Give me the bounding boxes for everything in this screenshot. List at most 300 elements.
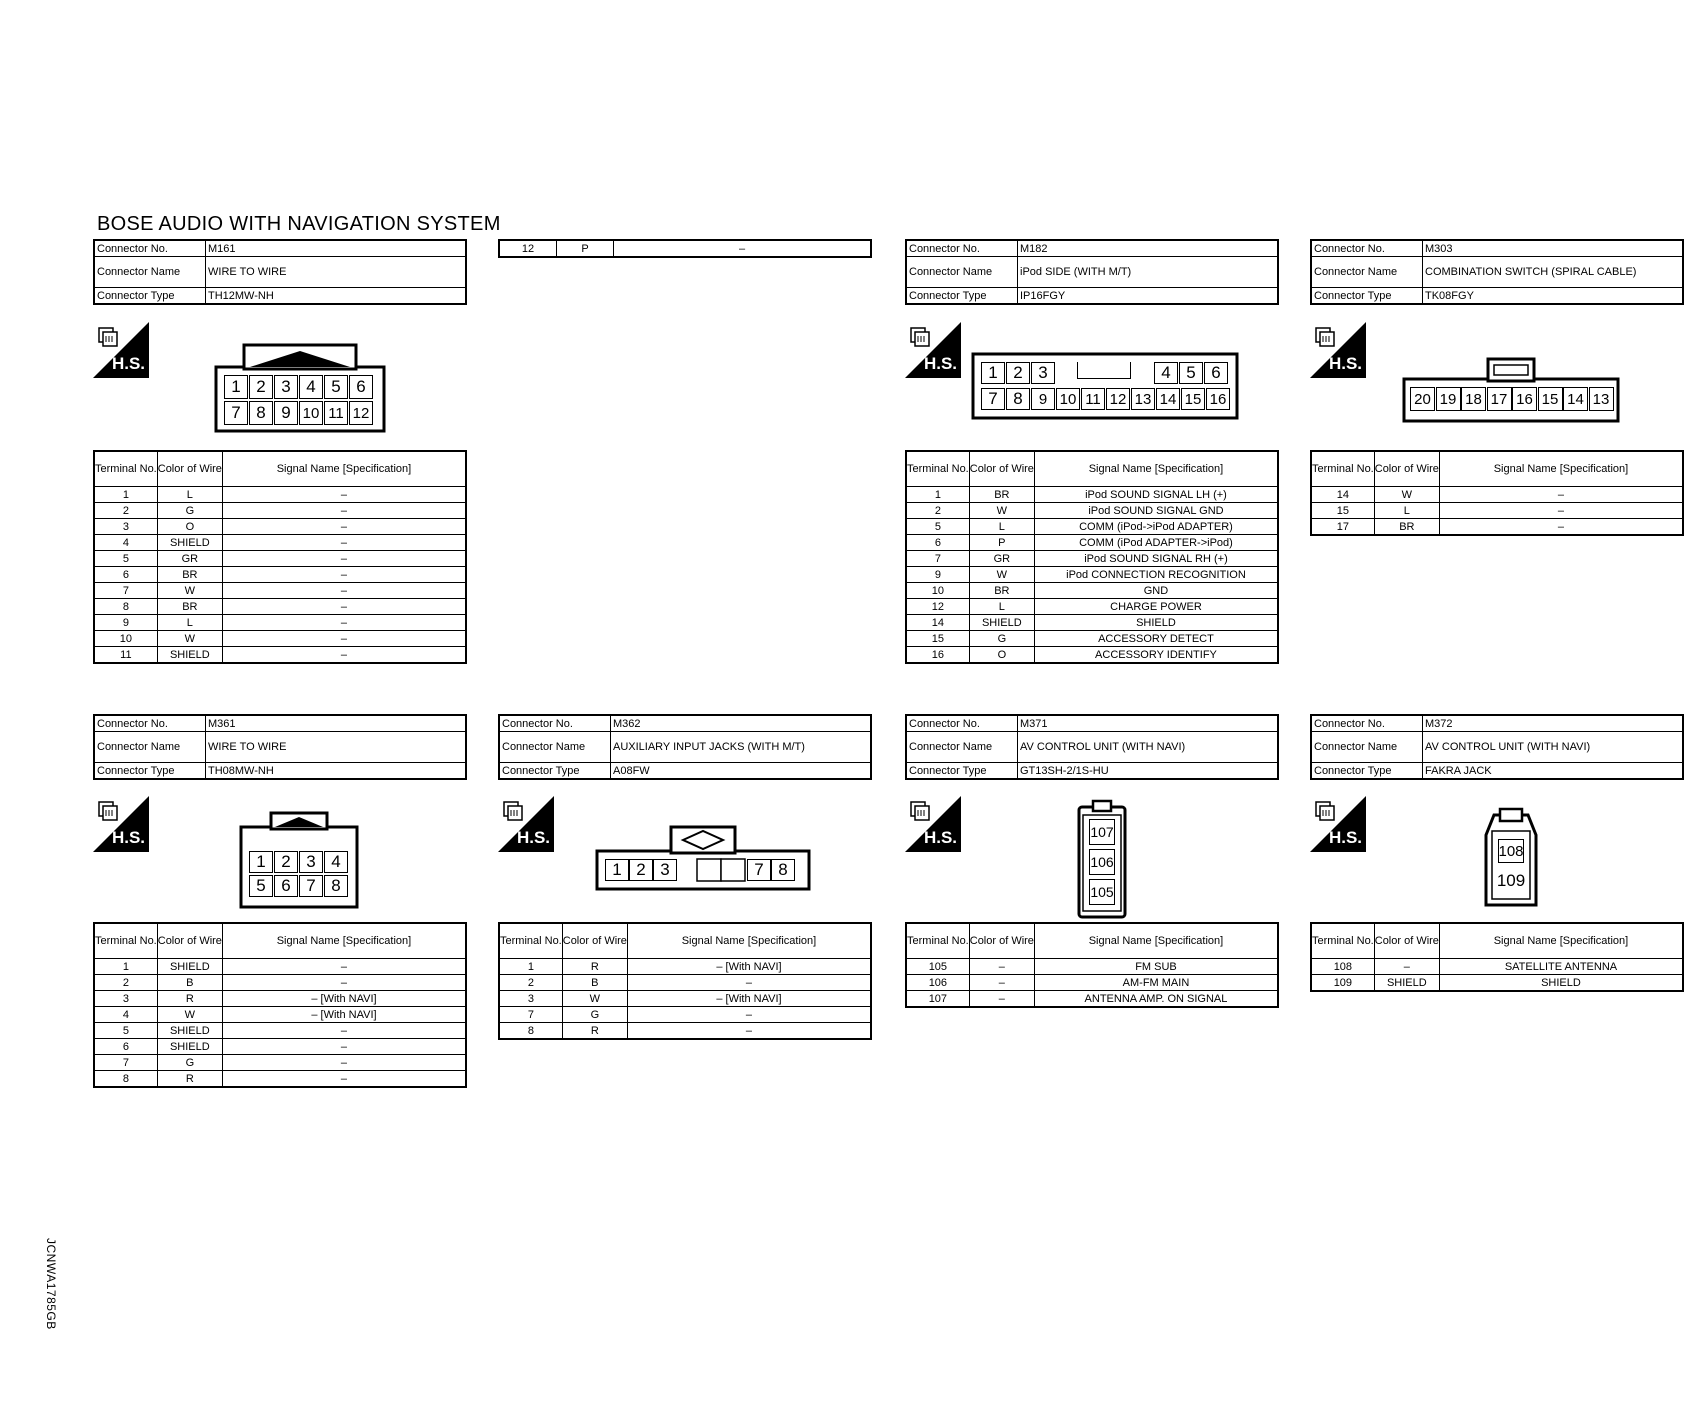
terminal-no: 8 xyxy=(499,1023,562,1040)
connector-no-label: Connector No. xyxy=(499,715,611,732)
terminal-no: 1 xyxy=(499,959,562,975)
terminal-no: 109 xyxy=(1311,975,1374,992)
signal-name: – xyxy=(1439,519,1683,536)
connector-pin: 7 xyxy=(299,875,323,897)
terminal-no: 7 xyxy=(94,583,157,599)
hs-label: H.S. xyxy=(923,354,957,373)
table-row xyxy=(499,975,871,991)
wire-color: SHIELD xyxy=(157,535,222,551)
terminal-no: 105 xyxy=(906,959,969,975)
wire-color: – xyxy=(969,975,1034,991)
terminal-no: 1 xyxy=(94,487,157,503)
connector-type-label: Connector Type xyxy=(906,288,1018,305)
wire-color: SHIELD xyxy=(157,1039,222,1055)
signal-name-header: Signal Name [Specification] xyxy=(627,923,871,959)
connector-type-value: TK08FGY xyxy=(1423,288,1684,305)
signal-name: – xyxy=(614,240,872,257)
terminal-no: 8 xyxy=(94,1071,157,1088)
terminal-no: 4 xyxy=(94,1007,157,1023)
terminal-no-header: Terminal No. xyxy=(1311,451,1374,487)
terminal-no: 2 xyxy=(94,975,157,991)
signal-name-header: Signal Name [Specification] xyxy=(222,451,466,487)
signal-name: – xyxy=(222,975,466,991)
wire-color: SHIELD xyxy=(157,647,222,664)
connector-pin: 15 xyxy=(1538,387,1563,411)
connector-pin: 4 xyxy=(324,851,348,873)
connector-pin: 16 xyxy=(1206,388,1230,410)
signal-name: ACCESSORY DETECT xyxy=(1034,631,1278,647)
signal-name: – xyxy=(222,647,466,664)
table-row xyxy=(94,615,466,631)
table-row xyxy=(906,615,1278,631)
connector-name-value: WIRE TO WIRE xyxy=(206,732,467,763)
table-row xyxy=(1311,975,1683,992)
terminal-no: 4 xyxy=(94,535,157,551)
wire-color: G xyxy=(157,503,222,519)
color-of-wire-header: Color of Wire xyxy=(1374,923,1439,959)
wire-color: W xyxy=(562,991,627,1007)
connector-no-value: M361 xyxy=(206,715,467,732)
connector-name-label: Connector Name xyxy=(94,257,206,288)
terminal-no: 7 xyxy=(94,1055,157,1071)
table-row xyxy=(1311,503,1683,519)
color-of-wire-header: Color of Wire xyxy=(969,451,1034,487)
connector-type-label: Connector Type xyxy=(1311,288,1423,305)
connector-type-value: TH08MW-NH xyxy=(206,763,467,780)
terminal-no-header: Terminal No. xyxy=(499,923,562,959)
wire-color: BR xyxy=(157,599,222,615)
connector-name-label: Connector Name xyxy=(499,732,611,763)
connector-pin: 105 xyxy=(1089,879,1115,905)
connector-name-value: WIRE TO WIRE xyxy=(206,257,467,288)
signal-name: – xyxy=(222,487,466,503)
connector-name-label: Connector Name xyxy=(906,257,1018,288)
wire-color: SHIELD xyxy=(1374,975,1439,992)
table-row xyxy=(94,583,466,599)
connector-type-value: GT13SH-2/1S-HU xyxy=(1018,763,1279,780)
terminal-no: 5 xyxy=(94,551,157,567)
terminal-no: 6 xyxy=(906,535,969,551)
connector-pin: 17 xyxy=(1487,387,1512,411)
connector-name-label: Connector Name xyxy=(1311,732,1423,763)
connector-pin: 8 xyxy=(249,401,273,425)
table-row xyxy=(906,599,1278,615)
table-row xyxy=(94,959,466,975)
connector-no-label: Connector No. xyxy=(1311,240,1423,257)
connector-pin: 18 xyxy=(1461,387,1486,411)
terminal-table xyxy=(1310,450,1684,536)
terminal-no: 3 xyxy=(94,519,157,535)
terminal-no-header: Terminal No. xyxy=(906,923,969,959)
wire-color: – xyxy=(969,991,1034,1008)
hs-label: H.S. xyxy=(1328,354,1362,373)
connector-pin: 109 xyxy=(1496,871,1526,890)
wire-color: W xyxy=(157,631,222,647)
table-row xyxy=(94,519,466,535)
terminal-no: 108 xyxy=(1311,959,1374,975)
signal-name-header: Signal Name [Specification] xyxy=(222,923,466,959)
signal-name: AM-FM MAIN xyxy=(1034,975,1278,991)
wire-color: R xyxy=(157,1071,222,1088)
connector-no-value: M372 xyxy=(1423,715,1684,732)
signal-name: COMM (iPod ADAPTER->iPod) xyxy=(1034,535,1278,551)
page-title: BOSE AUDIO WITH NAVIGATION SYSTEM xyxy=(97,213,501,235)
terminal-no: 2 xyxy=(906,503,969,519)
connector-pin: 1 xyxy=(981,362,1005,384)
connector-name-label: Connector Name xyxy=(94,732,206,763)
terminal-no-header: Terminal No. xyxy=(94,923,157,959)
wire-color: R xyxy=(562,959,627,975)
signal-name: iPod SOUND SIGNAL GND xyxy=(1034,503,1278,519)
signal-name: – xyxy=(222,519,466,535)
connector-no-value: M371 xyxy=(1018,715,1279,732)
connector-header xyxy=(93,239,467,305)
signal-name: – xyxy=(222,503,466,519)
connector-pin: 8 xyxy=(771,859,795,881)
connector-pin: 7 xyxy=(981,388,1005,410)
table-row xyxy=(94,567,466,583)
signal-name-header: Signal Name [Specification] xyxy=(1034,923,1278,959)
wire-color: B xyxy=(562,975,627,991)
table-row xyxy=(499,959,871,975)
connector-header xyxy=(1310,714,1684,780)
terminal-no: 9 xyxy=(906,567,969,583)
signal-name: – xyxy=(222,599,466,615)
connector-type-value: A08FW xyxy=(611,763,872,780)
terminal-no: 12 xyxy=(906,599,969,615)
wire-color: W xyxy=(157,1007,222,1023)
connector-pin: 5 xyxy=(249,875,273,897)
connector-name-label: Connector Name xyxy=(1311,257,1423,288)
harness-side-icon xyxy=(498,796,554,852)
table-row xyxy=(1311,519,1683,536)
connector-pin: 8 xyxy=(1006,388,1030,410)
connector-pin: 2 xyxy=(274,851,298,873)
signal-name: – xyxy=(222,1023,466,1039)
terminal-no: 106 xyxy=(906,975,969,991)
connector-pin: 106 xyxy=(1089,849,1115,875)
connector-pin: 1 xyxy=(605,859,629,881)
table-row xyxy=(94,975,466,991)
table-row xyxy=(94,1071,466,1088)
wire-color: G xyxy=(562,1007,627,1023)
signal-name: – xyxy=(627,975,871,991)
terminal-table xyxy=(905,450,1279,664)
signal-name: iPod CONNECTION RECOGNITION xyxy=(1034,567,1278,583)
connector-key xyxy=(1077,362,1131,379)
color-of-wire-header: Color of Wire xyxy=(562,923,627,959)
signal-name: – xyxy=(222,631,466,647)
table-row xyxy=(94,1055,466,1071)
signal-name-header: Signal Name [Specification] xyxy=(1439,923,1683,959)
terminal-no: 5 xyxy=(906,519,969,535)
connector-no-value: M182 xyxy=(1018,240,1279,257)
terminal-table xyxy=(93,450,467,664)
connector-no-value: M362 xyxy=(611,715,872,732)
terminal-no: 11 xyxy=(94,647,157,664)
connector-pin: 9 xyxy=(274,401,298,425)
signal-name: – xyxy=(222,1039,466,1055)
signal-name: – [With NAVI] xyxy=(627,991,871,1007)
signal-name: – xyxy=(222,1055,466,1071)
connector-pin: 3 xyxy=(1031,362,1055,384)
connector-no-label: Connector No. xyxy=(1311,715,1423,732)
harness-side-icon xyxy=(905,322,961,378)
connector-no-value: M303 xyxy=(1423,240,1684,257)
table-row xyxy=(94,599,466,615)
connector-pin: 6 xyxy=(274,875,298,897)
connector-name-value: AV CONTROL UNIT (WITH NAVI) xyxy=(1018,732,1279,763)
connector-header xyxy=(1310,239,1684,305)
signal-name: CHARGE POWER xyxy=(1034,599,1278,615)
hs-label: H.S. xyxy=(923,828,957,847)
harness-side-icon xyxy=(1310,322,1366,378)
table-row xyxy=(94,991,466,1007)
signal-name: – xyxy=(1439,487,1683,503)
wire-color: – xyxy=(969,959,1034,975)
wire-color: O xyxy=(157,519,222,535)
table-row xyxy=(94,487,466,503)
wire-color: W xyxy=(157,583,222,599)
connector-no-value: M161 xyxy=(206,240,467,257)
terminal-no: 10 xyxy=(94,631,157,647)
terminal-table xyxy=(498,922,872,1040)
hs-label: H.S. xyxy=(516,828,550,847)
table-row xyxy=(906,503,1278,519)
table-row xyxy=(1311,487,1683,503)
terminal-no-header: Terminal No. xyxy=(1311,923,1374,959)
terminal-table xyxy=(1310,922,1684,992)
terminal-no: 6 xyxy=(94,1039,157,1055)
terminal-no: 12 xyxy=(499,240,557,257)
connector-name-value: iPod SIDE (WITH M/T) xyxy=(1018,257,1279,288)
wire-color: R xyxy=(157,991,222,1007)
harness-side-icon xyxy=(905,796,961,852)
table-row xyxy=(94,535,466,551)
connector-pin: 1 xyxy=(249,851,273,873)
wire-color: SHIELD xyxy=(157,1023,222,1039)
connector-pin: 11 xyxy=(1081,388,1105,410)
connector-no-label: Connector No. xyxy=(94,240,206,257)
connector-type-value: FAKRA JACK xyxy=(1423,763,1684,780)
wire-color: BR xyxy=(969,487,1034,503)
wire-color: W xyxy=(969,567,1034,583)
wire-color: W xyxy=(969,503,1034,519)
table-row xyxy=(94,1007,466,1023)
connector-no-label: Connector No. xyxy=(906,715,1018,732)
color-of-wire-header: Color of Wire xyxy=(1374,451,1439,487)
wire-color: P xyxy=(969,535,1034,551)
terminal-no: 9 xyxy=(94,615,157,631)
signal-name: SATELLITE ANTENNA xyxy=(1439,959,1683,975)
wire-color: R xyxy=(562,1023,627,1040)
signal-name: – xyxy=(222,567,466,583)
terminal-no-header: Terminal No. xyxy=(906,451,969,487)
connector-pin: 14 xyxy=(1156,388,1180,410)
connector-type-label: Connector Type xyxy=(94,288,206,305)
table-row xyxy=(94,1039,466,1055)
terminal-no: 1 xyxy=(94,959,157,975)
terminal-no-header: Terminal No. xyxy=(94,451,157,487)
connector-pin: 9 xyxy=(1031,388,1055,410)
connector-pin: 4 xyxy=(299,375,323,399)
connector-pin: 107 xyxy=(1089,819,1115,845)
connector-pin: 3 xyxy=(653,859,677,881)
table-row xyxy=(906,991,1278,1008)
connector-no-label: Connector No. xyxy=(906,240,1018,257)
harness-side-icon xyxy=(1310,796,1366,852)
terminal-no: 8 xyxy=(94,599,157,615)
connector-name-label: Connector Name xyxy=(906,732,1018,763)
connector-type-label: Connector Type xyxy=(906,763,1018,780)
signal-name: ANTENNA AMP. ON SIGNAL xyxy=(1034,991,1278,1008)
signal-name: – xyxy=(627,1007,871,1023)
table-row xyxy=(499,1023,871,1040)
connector-pin: 12 xyxy=(1106,388,1130,410)
signal-name: – xyxy=(222,615,466,631)
connector-pin: 6 xyxy=(1204,362,1228,384)
table-row xyxy=(94,551,466,567)
table-row xyxy=(906,583,1278,599)
connector-pin: 8 xyxy=(324,875,348,897)
signal-name: – xyxy=(627,1023,871,1040)
wire-color: – xyxy=(1374,959,1439,975)
table-row xyxy=(906,519,1278,535)
hs-label: H.S. xyxy=(111,354,145,373)
connector-pin: 3 xyxy=(274,375,298,399)
connector-pin: 7 xyxy=(747,859,771,881)
wire-color: L xyxy=(1374,503,1439,519)
table-row xyxy=(906,535,1278,551)
signal-name: ACCESSORY IDENTIFY xyxy=(1034,647,1278,664)
signal-name-header: Signal Name [Specification] xyxy=(1034,451,1278,487)
connector-pin: 15 xyxy=(1181,388,1205,410)
hs-label: H.S. xyxy=(1328,828,1362,847)
connector-pin: 12 xyxy=(349,401,373,425)
wire-color: GR xyxy=(969,551,1034,567)
terminal-no: 17 xyxy=(1311,519,1374,536)
signal-name: – [With NAVI] xyxy=(627,959,871,975)
wire-color: L xyxy=(969,599,1034,615)
terminal-no: 2 xyxy=(94,503,157,519)
connector-pin: 6 xyxy=(349,375,373,399)
signal-name: – xyxy=(222,583,466,599)
terminal-no: 10 xyxy=(906,583,969,599)
connector-type-value: TH12MW-NH xyxy=(206,288,467,305)
connector-type-label: Connector Type xyxy=(94,763,206,780)
wire-color: BR xyxy=(1374,519,1439,536)
terminal-no: 15 xyxy=(906,631,969,647)
wire-color: BR xyxy=(157,567,222,583)
table-row xyxy=(94,1023,466,1039)
connector-type-value: IP16FGY xyxy=(1018,288,1279,305)
document-code: JCNWA1785GB xyxy=(44,1238,58,1330)
table-row xyxy=(906,631,1278,647)
hs-label: H.S. xyxy=(111,828,145,847)
terminal-no: 16 xyxy=(906,647,969,664)
connector-pin: 2 xyxy=(629,859,653,881)
connector-pin: 4 xyxy=(1154,362,1178,384)
signal-name-header: Signal Name [Specification] xyxy=(1439,451,1683,487)
connector-pin: 10 xyxy=(299,401,323,425)
terminal-no: 107 xyxy=(906,991,969,1008)
connector-pin: 7 xyxy=(224,401,248,425)
color-of-wire-header: Color of Wire xyxy=(157,451,222,487)
connector-pin: 16 xyxy=(1512,387,1537,411)
table-row xyxy=(94,503,466,519)
connector-pin: 13 xyxy=(1589,387,1614,411)
connector-pin: 2 xyxy=(1006,362,1030,384)
terminal-no: 3 xyxy=(94,991,157,1007)
wire-color: O xyxy=(969,647,1034,664)
terminal-no: 5 xyxy=(94,1023,157,1039)
connector-pin: 19 xyxy=(1436,387,1461,411)
table-row xyxy=(906,647,1278,664)
connector-pin: 11 xyxy=(324,401,348,425)
signal-name: – xyxy=(222,959,466,975)
wire-color: P xyxy=(557,240,614,257)
connector-pin: 14 xyxy=(1563,387,1588,411)
connector-pin: 10 xyxy=(1056,388,1080,410)
connector-name-value: AV CONTROL UNIT (WITH NAVI) xyxy=(1423,732,1684,763)
wire-color: SHIELD xyxy=(969,615,1034,631)
terminal-no: 14 xyxy=(906,615,969,631)
signal-name: – [With NAVI] xyxy=(222,991,466,1007)
signal-name: iPod SOUND SIGNAL LH (+) xyxy=(1034,487,1278,503)
wire-color: BR xyxy=(969,583,1034,599)
signal-name: FM SUB xyxy=(1034,959,1278,975)
signal-name: – xyxy=(222,1071,466,1088)
connector-name-value: AUXILIARY INPUT JACKS (WITH M/T) xyxy=(611,732,872,763)
connector-pin: 3 xyxy=(299,851,323,873)
terminal-no: 7 xyxy=(906,551,969,567)
signal-name: SHIELD xyxy=(1034,615,1278,631)
table-row xyxy=(906,975,1278,991)
table-row xyxy=(906,959,1278,975)
harness-side-icon xyxy=(93,322,149,378)
connector-pin: 5 xyxy=(324,375,348,399)
terminal-table xyxy=(93,922,467,1088)
connector-pin: 2 xyxy=(249,375,273,399)
connector-type-label: Connector Type xyxy=(499,763,611,780)
table-row xyxy=(499,991,871,1007)
terminal-table-continuation xyxy=(498,239,872,258)
connector-type-label: Connector Type xyxy=(1311,763,1423,780)
table-row xyxy=(94,631,466,647)
terminal-no: 2 xyxy=(499,975,562,991)
connector-no-label: Connector No. xyxy=(94,715,206,732)
wire-color: W xyxy=(1374,487,1439,503)
wire-color: GR xyxy=(157,551,222,567)
connector-pin: 108 xyxy=(1498,839,1524,863)
connector-pin: 1 xyxy=(224,375,248,399)
connector-header xyxy=(905,239,1279,305)
connector-pin: 13 xyxy=(1131,388,1155,410)
connector-header xyxy=(905,714,1279,780)
wire-color: SHIELD xyxy=(157,959,222,975)
signal-name: – xyxy=(222,535,466,551)
table-row xyxy=(499,1007,871,1023)
wire-color: L xyxy=(157,615,222,631)
wire-color: G xyxy=(969,631,1034,647)
connector-pin: 20 xyxy=(1410,387,1435,411)
terminal-table xyxy=(905,922,1279,1008)
signal-name: – [With NAVI] xyxy=(222,1007,466,1023)
table-row xyxy=(906,487,1278,503)
wire-color: B xyxy=(157,975,222,991)
connector-pin: 5 xyxy=(1179,362,1203,384)
terminal-no: 1 xyxy=(906,487,969,503)
